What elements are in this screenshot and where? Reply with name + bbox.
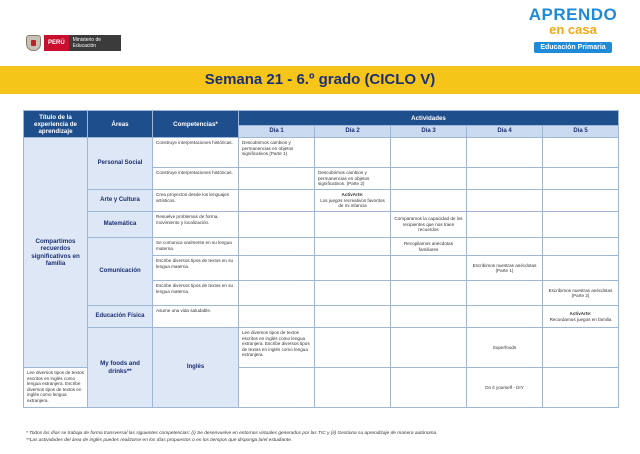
page-title: Semana 21 - 6.º grado (CICLO V) xyxy=(0,66,640,94)
activity-cell xyxy=(315,256,391,281)
area-ingles: Inglés xyxy=(153,328,239,408)
activity-cell xyxy=(467,306,543,328)
table-row xyxy=(24,212,619,238)
footnote-1: * Todos los días se trabaja de forma transversal las siguientes competencias: (i) Se desenvuelve en entornos virtuales generados por las TIC y (ii) Gestiona su aprendizaje de manera autónoma. xyxy=(26,431,438,436)
activity-cell xyxy=(391,328,467,368)
activity-cell xyxy=(315,190,391,212)
competency-cell: Construye interpretaciones históricas. xyxy=(153,168,239,190)
header-day-1: Día 1 xyxy=(239,126,315,138)
activity-cell: Superfoods xyxy=(467,328,543,368)
activity-cell xyxy=(543,306,619,328)
activity-cell xyxy=(315,281,391,306)
schedule-table xyxy=(23,110,619,408)
activity-text: Los juegos recreativos favoritos de mi infancia xyxy=(320,197,385,209)
footnotes xyxy=(26,430,626,444)
competency-cell: Se comunica oralmente en su lengua materna. xyxy=(153,238,239,256)
activity-cell xyxy=(391,256,467,281)
competency-cell: Escribe diversos tipos de textos en su lengua materna. xyxy=(153,281,239,306)
area-personal-social: Personal Social xyxy=(88,138,153,190)
activity-cell xyxy=(391,368,467,408)
activity-cell xyxy=(239,281,315,306)
header-activities: Actividades xyxy=(239,111,619,126)
coat-of-arms-icon xyxy=(26,35,41,51)
activity-cell xyxy=(543,328,619,368)
activity-cell xyxy=(315,238,391,256)
activity-cell xyxy=(239,256,315,281)
activity-cell: Do it yourself - DIY xyxy=(467,368,543,408)
competency-cell: Crea proyectos desde los lenguajes artísticos. xyxy=(153,190,239,212)
activity-cell xyxy=(543,238,619,256)
activity-cell xyxy=(543,368,619,408)
activity-cell: Descubrimos cambios y permanencias en objetos significativos (Parte 1) xyxy=(239,138,315,168)
competency-cell: Asume una vida saludable. xyxy=(153,306,239,328)
activity-cell: Escribimos nuestras anécdotas (Parte 1) xyxy=(467,256,543,281)
header-day-4: Día 4 xyxy=(467,126,543,138)
table-row xyxy=(24,306,619,328)
activity-cell xyxy=(315,368,391,408)
activity-cell xyxy=(467,281,543,306)
activity-cell xyxy=(239,306,315,328)
area-matematica: Matemática xyxy=(88,212,153,238)
activity-cell xyxy=(239,212,315,238)
experience-1-title: Compartimos recuerdos significativos en familia xyxy=(24,138,88,368)
activarte-tag: ActivArte: xyxy=(569,311,592,316)
activarte-tag: ActivArte: xyxy=(341,192,364,198)
activity-cell xyxy=(543,256,619,281)
peru-label: PERÚ xyxy=(44,35,69,51)
activity-cell xyxy=(239,368,315,408)
activity-cell xyxy=(391,168,467,190)
header-day-3: Día 3 xyxy=(391,126,467,138)
table-row xyxy=(24,328,619,368)
activity-cell: Comparamos la capacidad de los recipientes que nos traen recuerdos xyxy=(391,212,467,238)
activity-cell xyxy=(391,306,467,328)
activity-cell xyxy=(315,306,391,328)
activity-cell: Recopilamos anécdotas familiares xyxy=(391,238,467,256)
activity-cell xyxy=(391,281,467,306)
competency-cell: Escribe diversos tipos de textos en su lengua materna. xyxy=(153,256,239,281)
activity-cell xyxy=(543,212,619,238)
activity-cell xyxy=(315,212,391,238)
header-day-2: Día 2 xyxy=(315,126,391,138)
activity-cell xyxy=(467,190,543,212)
activity-text: Recordamos juegos en familia xyxy=(549,316,612,322)
header-competencies: Competencias* xyxy=(153,111,239,138)
activity-cell xyxy=(315,328,391,368)
logo-line-1: APRENDO xyxy=(528,5,618,24)
logo-line-2: en casa xyxy=(549,22,597,37)
area-arte-cultura: Arte y Cultura xyxy=(88,190,153,212)
competency-cell: Resuelve problemas de forma, movimiento y localización. xyxy=(153,212,239,238)
footnote-2: **Las actividades del área de inglés puedes realizarse en los días propuestos o en los tiempos que disponga la/el estudiante. xyxy=(26,438,293,443)
competency-cell: Construye interpretaciones históricas. xyxy=(153,138,239,168)
experience-2-title: My foods and drinks** xyxy=(88,328,153,408)
header-day-5: Día 5 xyxy=(543,126,619,138)
competency-cell: Lee diversos tipos de textos escritos en inglés como lengua extranjera. Escribe diversos tipos de textos en inglés como lengua extranjera. xyxy=(24,368,88,408)
activity-cell xyxy=(543,168,619,190)
activity-cell xyxy=(467,168,543,190)
activity-cell xyxy=(315,138,391,168)
activity-cell xyxy=(239,190,315,212)
activity-cell xyxy=(467,138,543,168)
competency-cell: Lee diversos tipos de textos escritos en inglés como lengua extranjera. Escribe diversos tipos de textos en inglés como lengua extranjera. xyxy=(239,328,315,368)
activity-cell: Escribimos nuestras anécdotas (Parte 2) xyxy=(543,281,619,306)
table-row xyxy=(24,238,619,256)
activity-cell: Descubrimos cambios y permanencias en objetos significativos. (Parte 2) xyxy=(315,168,391,190)
aprendo-en-casa-logo xyxy=(520,6,626,58)
activity-cell xyxy=(467,212,543,238)
activity-cell xyxy=(467,238,543,256)
logo-line-3: Educación Primaria xyxy=(534,42,611,53)
table-row xyxy=(24,138,619,168)
area-comunicacion: Comunicación xyxy=(88,238,153,306)
activity-cell xyxy=(543,190,619,212)
table-row xyxy=(24,190,619,212)
ministry-label: Ministerio de Educación xyxy=(69,35,121,51)
page-header xyxy=(0,0,640,62)
header-experience: Título de la experiencia de aprendizaje xyxy=(24,111,88,138)
activity-cell xyxy=(391,138,467,168)
activity-cell xyxy=(543,138,619,168)
activity-cell xyxy=(391,190,467,212)
header-areas: Áreas xyxy=(88,111,153,138)
government-logo xyxy=(26,34,121,52)
area-educacion-fisica: Educación Física xyxy=(88,306,153,328)
activity-cell xyxy=(239,168,315,190)
activity-cell xyxy=(239,238,315,256)
